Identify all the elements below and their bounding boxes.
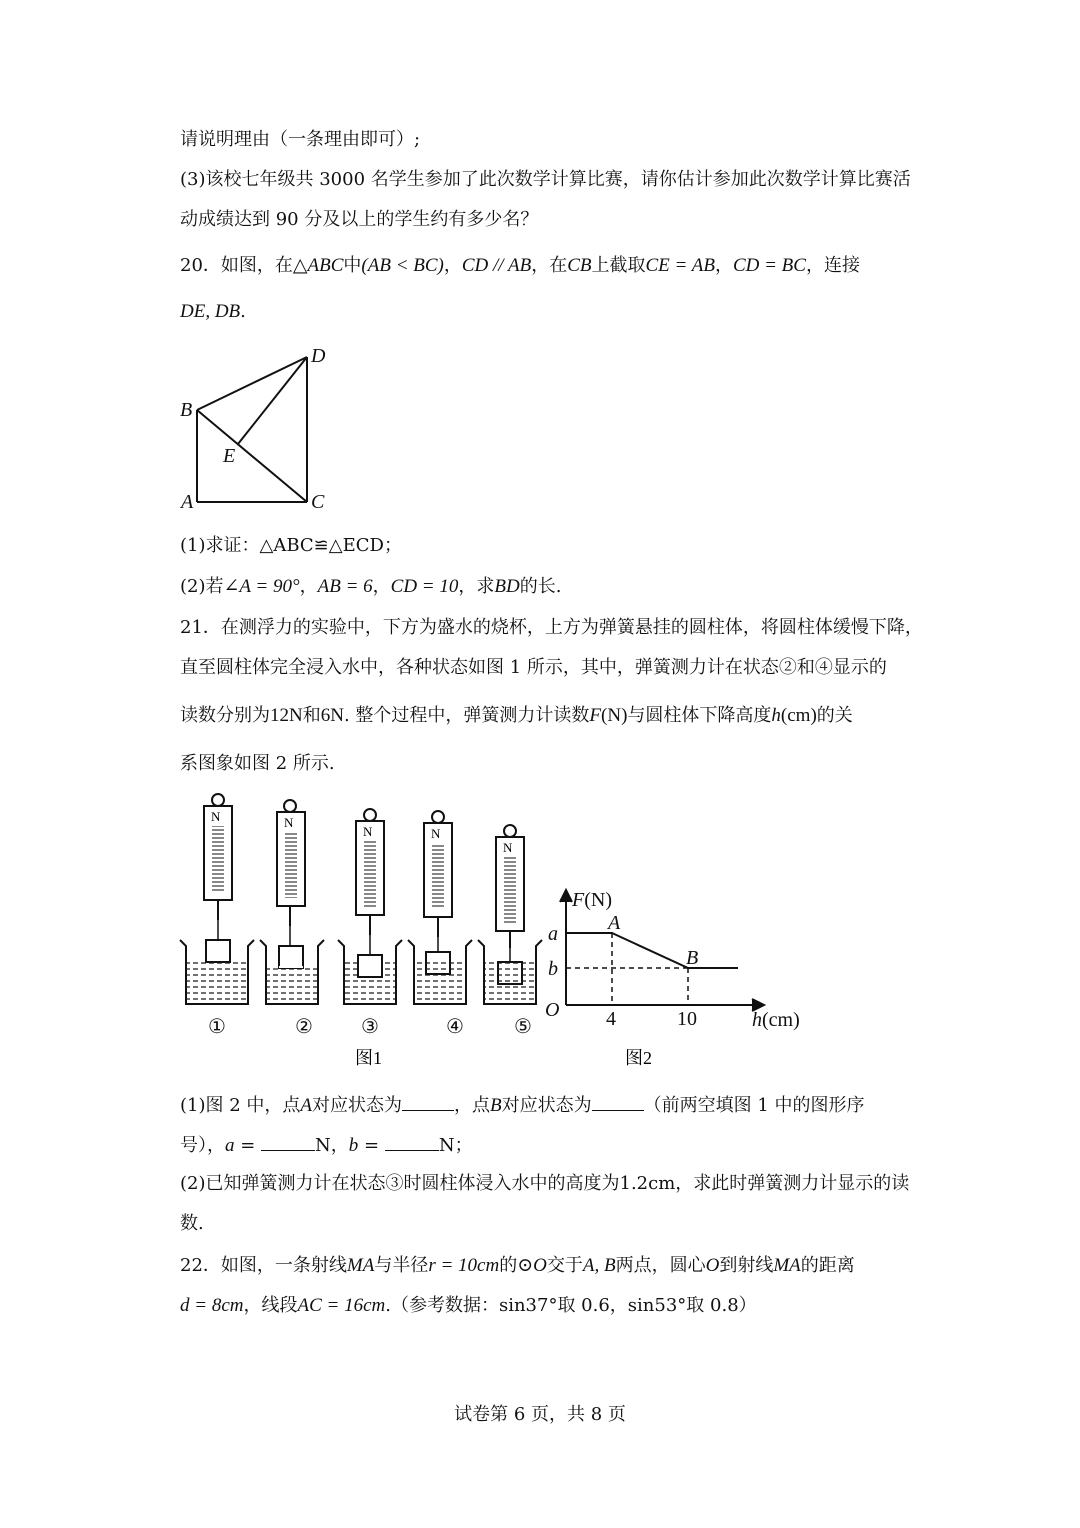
q20-de-db: DE, DB bbox=[180, 301, 241, 322]
q21-part2-line2: 数. bbox=[180, 1213, 204, 1234]
answer-blank-a[interactable] bbox=[261, 1132, 315, 1151]
q20-p2-angle: ∠A = 90° bbox=[223, 576, 300, 597]
q21-part1-line1 bbox=[180, 1092, 865, 1118]
y-axis-label bbox=[571, 889, 612, 911]
ring-icon bbox=[504, 825, 516, 837]
q22-ab: A, B bbox=[582, 1255, 616, 1276]
q21-l3-f: F bbox=[589, 705, 602, 726]
q21-l3-e: . 整个过程中，弹簧测力计读数 bbox=[343, 705, 590, 726]
scale-ticks bbox=[364, 841, 376, 907]
q20-sep2: ， bbox=[714, 255, 733, 276]
x-axis-unit: (cm) bbox=[762, 1009, 800, 1031]
q19-part3-line1: (3)该校七年级共 3000 名学生参加了此次数学计算比赛，请你估计参加此次数学计算比赛活 bbox=[180, 169, 911, 190]
point-b-label: B bbox=[686, 947, 699, 969]
q21-p1-point-b: B bbox=[490, 1095, 502, 1116]
q20-seg-bd bbox=[197, 357, 307, 410]
state-label-3: ③ bbox=[361, 1016, 379, 1038]
q21-p1-a: (1)图 2 中，点 bbox=[180, 1095, 301, 1116]
q21-figure-1 bbox=[170, 785, 550, 1075]
q21-p1-d: ，点 bbox=[454, 1095, 491, 1116]
q21-figure-2 bbox=[540, 880, 820, 1075]
state-label-5: ⑤ bbox=[514, 1016, 532, 1038]
beaker-water bbox=[266, 966, 318, 1004]
scale-unit-label: N bbox=[284, 815, 294, 830]
q22-o: O bbox=[705, 1255, 720, 1276]
figure-2-caption: 图2 bbox=[625, 1048, 652, 1068]
q20-stem-line1 bbox=[180, 254, 860, 278]
beaker-water bbox=[414, 960, 466, 1004]
scale-ticks bbox=[212, 826, 224, 892]
q21-p1-l2-n2: N； bbox=[438, 1135, 473, 1156]
q21-line1: 21．在测浮力的实验中，下方为盛水的烧杯，上方为弹簧悬挂的圆柱体，将圆柱体缓慢下降， bbox=[180, 617, 923, 638]
q20-figure bbox=[170, 340, 350, 520]
scale-ticks bbox=[432, 843, 444, 909]
state-label-1: ① bbox=[208, 1016, 226, 1038]
cylinder-submerged-cover bbox=[279, 966, 303, 968]
q22-line2 bbox=[180, 1294, 757, 1318]
scale-ticks bbox=[504, 857, 516, 923]
q21-l3-h-text: 与圆柱体下降高度 bbox=[627, 705, 772, 726]
q20-part2 bbox=[180, 575, 561, 599]
q20-cd: CD = BC bbox=[732, 255, 806, 276]
q21-l3-6n: 6N bbox=[320, 705, 344, 726]
spring-scale-unit-2 bbox=[260, 800, 324, 1004]
q21-l3-k: 的关 bbox=[816, 705, 853, 726]
q21-l3-cm-unit: (cm) bbox=[780, 705, 817, 726]
q20-mid3: 上截取 bbox=[591, 255, 646, 276]
q22-circle-o: ⊙O bbox=[517, 1255, 547, 1276]
answer-blank-1[interactable] bbox=[402, 1092, 454, 1111]
q21-p1-c: 对应状态为 bbox=[312, 1095, 403, 1116]
x-axis-label bbox=[752, 1009, 800, 1031]
q22-l1-e: 的 bbox=[499, 1255, 518, 1276]
q20-label-a: A bbox=[181, 491, 194, 513]
q21-l3-n-unit: (N) bbox=[601, 705, 628, 726]
x-tick-10: 10 bbox=[677, 1008, 697, 1030]
q20-parallel: CD // AB bbox=[461, 255, 532, 276]
ring-icon bbox=[284, 800, 296, 812]
q20-p2-end: 的长. bbox=[519, 576, 562, 597]
q21-line2: 直至圆柱体完全浸入水中，各种状态如图 1 所示，其中，弹簧测力计在状态②和④显示的 bbox=[180, 657, 887, 678]
q20-line2-end: . bbox=[240, 301, 246, 322]
spring-scale-unit-3 bbox=[338, 809, 402, 1004]
q20-mid1: 中 bbox=[343, 255, 362, 276]
q20-p2-ab: AB = 6 bbox=[317, 576, 373, 597]
q20-prefix: 20．如图，在 bbox=[180, 255, 293, 276]
figure-1-caption: 图1 bbox=[355, 1048, 382, 1068]
state-label-2: ② bbox=[295, 1016, 313, 1038]
x-axis-var: h bbox=[752, 1009, 762, 1031]
spring-scale-unit-4 bbox=[408, 811, 472, 1004]
q20-p2-sep2: ， bbox=[372, 576, 391, 597]
label-b-value: b bbox=[548, 958, 558, 980]
beaker-water bbox=[186, 962, 248, 1004]
beaker-water bbox=[484, 958, 536, 1004]
q20-mid2: ，在 bbox=[531, 255, 568, 276]
q20-condition: (AB < BC) bbox=[361, 255, 444, 276]
q20-label-e: E bbox=[223, 445, 236, 467]
f-h-graph-line bbox=[566, 933, 738, 968]
q21-p1-l2-n1: N， bbox=[315, 1135, 349, 1156]
q22-l1-i: 两点，圆心 bbox=[615, 1255, 706, 1276]
q22-ac: AC = 16cm bbox=[297, 1295, 386, 1316]
label-a-value: a bbox=[548, 923, 558, 945]
q21-p1-f: 对应状态为 bbox=[501, 1095, 592, 1116]
scale-unit-label: N bbox=[363, 824, 373, 839]
q21-l3-c: 和 bbox=[302, 705, 321, 726]
answer-blank-b[interactable] bbox=[385, 1132, 439, 1151]
q20-label-d: D bbox=[311, 345, 326, 367]
q20-p2-sep1: ， bbox=[299, 576, 318, 597]
q20-cb: CB bbox=[567, 255, 592, 276]
point-a-label: A bbox=[608, 912, 621, 934]
scale-unit-label: N bbox=[211, 809, 221, 824]
y-axis-arrow bbox=[560, 890, 572, 902]
q20-p2-cd: CD = 10 bbox=[390, 576, 459, 597]
q21-line3 bbox=[180, 704, 853, 728]
q22-ma-1: MA bbox=[346, 1255, 375, 1276]
y-axis-unit: (N) bbox=[584, 889, 612, 911]
q21-p1-var-a: a bbox=[225, 1135, 235, 1156]
q20-seg-de bbox=[238, 357, 307, 444]
scale-ticks bbox=[285, 832, 297, 898]
q21-p1-g: （前两空填图 1 中的图形序 bbox=[643, 1095, 865, 1116]
q21-l3-12n: 12N bbox=[270, 705, 303, 726]
q20-p2-mid: ，求 bbox=[458, 576, 495, 597]
q22-l2-d: .（参考数据：sin37°取 0.6，sin53°取 0.8） bbox=[385, 1295, 757, 1316]
q22-radius: r = 10cm bbox=[428, 1255, 500, 1276]
q22-l1-a: 22．如图，一条射线 bbox=[180, 1255, 347, 1276]
q20-triangle: △ABC bbox=[292, 255, 344, 276]
q22-l2-b: ，线段 bbox=[243, 1295, 298, 1316]
q20-p2-prefix: (2)若 bbox=[180, 576, 224, 597]
q21-l3-h: h bbox=[771, 705, 781, 726]
y-axis-var: F bbox=[572, 889, 585, 911]
q22-l1-m: 的距离 bbox=[800, 1255, 855, 1276]
q19-reason-line: 请说明理由（一条理由即可）; bbox=[180, 129, 421, 150]
q20-ce: CE = AB bbox=[645, 255, 715, 276]
q21-p1-l2-a: 号）， bbox=[180, 1135, 225, 1156]
origin-label: O bbox=[545, 999, 560, 1021]
q20-end: ，连接 bbox=[805, 255, 860, 276]
q20-label-b: B bbox=[180, 399, 193, 421]
q22-l1-c: 与半径 bbox=[374, 1255, 429, 1276]
cylinder bbox=[206, 940, 230, 962]
ring-icon bbox=[432, 811, 444, 823]
q22-line1 bbox=[180, 1254, 855, 1278]
q22-l1-k: 到射线 bbox=[719, 1255, 774, 1276]
q20-sep1: ， bbox=[443, 255, 462, 276]
q21-l3-a: 读数分别为 bbox=[180, 705, 270, 726]
state-label-4: ④ bbox=[446, 1016, 464, 1038]
q20-p2-bd: BD bbox=[494, 576, 520, 597]
answer-blank-2[interactable] bbox=[592, 1092, 644, 1111]
q21-p1-point-a: A bbox=[300, 1095, 313, 1116]
scale-unit-label: N bbox=[503, 840, 513, 855]
q20-label-c: C bbox=[311, 491, 325, 513]
page-footer: 试卷第 6 页，共 8 页 bbox=[454, 1404, 626, 1425]
q20-stem-line2 bbox=[180, 300, 246, 324]
q22-distance: d = 8cm bbox=[180, 1295, 244, 1316]
q19-part3-line2: 动成绩达到 90 分及以上的学生约有多少名？ bbox=[180, 209, 539, 230]
q22-ma-2: MA bbox=[773, 1255, 801, 1276]
x-tick-4: 4 bbox=[606, 1008, 616, 1030]
q21-p1-var-b: b bbox=[348, 1135, 359, 1156]
q21-part2-line1: (2)已知弹簧测力计在状态③时圆柱体浸入水中的高度为1.2cm，求此时弹簧测力计显示的读 bbox=[180, 1173, 910, 1194]
cylinder bbox=[279, 946, 303, 968]
q21-p1-l2-eq1: = bbox=[234, 1135, 262, 1156]
ring-icon bbox=[364, 809, 376, 821]
spring-scale-unit-5 bbox=[478, 825, 542, 1004]
q21-p1-l2-eq2: = bbox=[358, 1135, 385, 1156]
q20-part1: (1)求证：△ABC≌△ECD； bbox=[180, 535, 402, 556]
spring-scale-unit-1 bbox=[180, 794, 254, 1004]
q21-line4: 系图象如图 2 所示. bbox=[180, 753, 335, 774]
q20-seg-bc bbox=[197, 410, 307, 502]
q21-part1-line2 bbox=[180, 1132, 473, 1158]
cylinder bbox=[358, 955, 382, 977]
q22-l1-g: 交于 bbox=[546, 1255, 583, 1276]
ring-icon bbox=[212, 794, 224, 806]
scale-unit-label: N bbox=[431, 826, 441, 841]
